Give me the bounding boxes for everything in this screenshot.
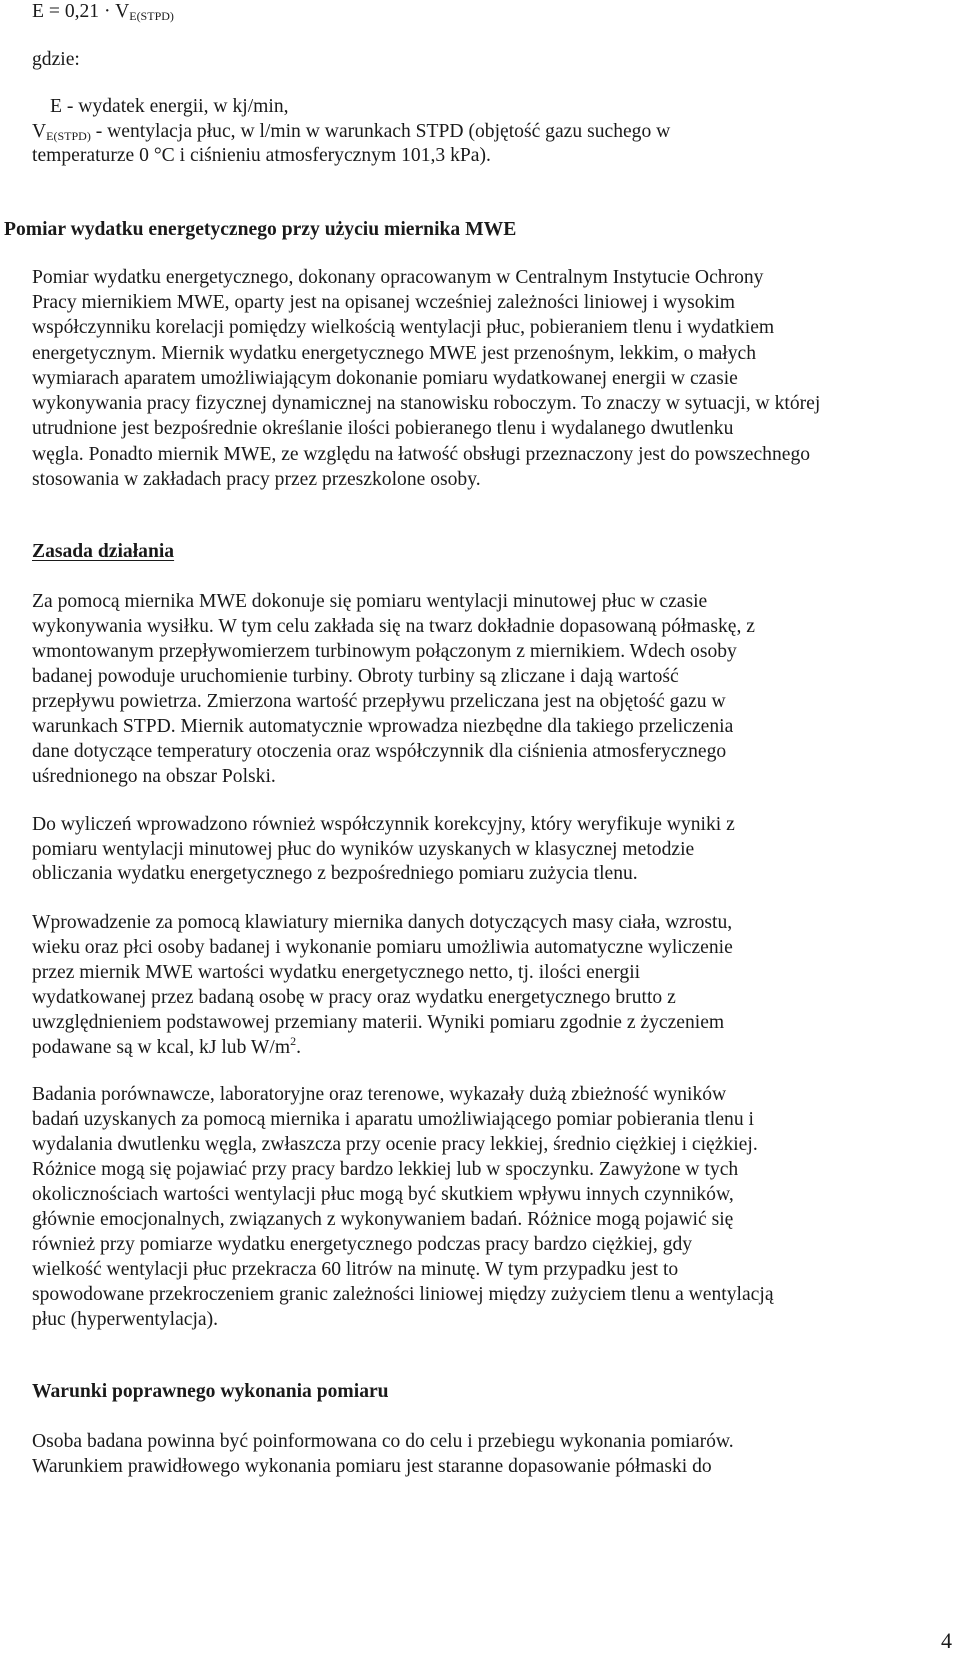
paragraph-line: Wprowadzenie za pomocą klawiatury miernika danych dotyczących masy ciała, wzrostu,	[32, 912, 733, 933]
paragraph-line: wydalania dwutlenku węgla, zwłaszcza przy ocenie pracy lekkiej, średnio ciężkiej i ciężkiej.	[32, 1134, 758, 1155]
units-superscript: 2	[290, 1034, 297, 1048]
page-number: 4	[941, 1628, 952, 1653]
paragraph-line: Za pomocą miernika MWE dokonuje się pomiaru wentylacji minutowej płuc w czasie	[32, 591, 708, 612]
paragraph-line	[32, 1036, 301, 1060]
paragraph-line: Warunkiem prawidłowego wykonania pomiaru jest staranne dopasowanie półmaski do	[32, 1456, 712, 1477]
paragraph-line: utrudnione jest bezpośrednie określanie ilości pobieranego tlenu i wydalanego dwutlenku	[32, 418, 734, 439]
paragraph-line: warunkach STPD. Miernik automatycznie wprowadza niezbędne dla takiego przeliczenia	[32, 716, 734, 737]
paragraph-line: Pomiar wydatku energetycznego, dokonany opracowanym w Centralnym Instytucie Ochrony	[32, 267, 764, 288]
paragraph-line: Do wyliczeń wprowadzono również współczynnik korekcyjny, który weryfikuje wyniki z	[32, 814, 735, 835]
paragraph-line: głównie emocjonalnych, związanych z wykonywaniem badań. Różnice mogą pojawić się	[32, 1209, 734, 1230]
paragraph-line: obliczania wydatku energetycznego z bezpośredniego pomiaru zużycia tlenu.	[32, 863, 638, 884]
paragraph-line: przepływu powietrza. Zmierzona wartość przepływu przeliczana jest na objętość gazu w	[32, 691, 726, 712]
definition-e: E - wydatek energii, w kj/min,	[50, 96, 289, 117]
paragraph-line: współczynniku korelacji pomiędzy wielkością wentylacji płuc, pobieraniem tlenu i wydatkiem	[32, 317, 775, 338]
where-label: gdzie:	[32, 49, 80, 70]
v-definition-text: - wentylacja płuc, w l/min w warunkach STPD (objętość gazu suchego w	[90, 121, 671, 142]
v-subscript: E(STPD)	[46, 129, 91, 143]
section-heading-conditions: Warunki poprawnego wykonania pomiaru	[32, 1381, 389, 1402]
paragraph-line: badań uzyskanych za pomocą miernika i aparatu umożliwiającego pomiar pobierania tlenu i	[32, 1109, 754, 1130]
paragraph-line: wykonywania wysiłku. W tym celu zakłada się na twarz dokładnie dopasowaną półmaskę, z	[32, 616, 755, 637]
paragraph-line: okolicznościach wartości wentylacji płuc mogą być skutkiem wpływu innych czynników,	[32, 1184, 734, 1205]
paragraph-line: wielkość wentylacji płuc przekracza 60 litrów na minutę. W tym przypadku jest to	[32, 1259, 679, 1280]
units-period: .	[296, 1037, 302, 1058]
paragraph-line: energetycznym. Miernik wydatku energetycznego MWE jest przenośnym, lekkim, o małych	[32, 343, 757, 364]
paragraph-line: przez miernik MWE wartości wydatku energetycznego netto, tj. ilości energii	[32, 962, 641, 983]
paragraph-line: wymiarach aparatem umożliwiającym dokonanie pomiaru wydatkowanej energii w czasie	[32, 368, 738, 389]
paragraph-line: płuc (hyperwentylacja).	[32, 1309, 219, 1330]
paragraph-line: pomiaru wentylacji minutowej płuc do wyników uzyskanych w klasycznej metodzie	[32, 839, 695, 860]
paragraph-line: stosowania w zakładach pracy przez przeszkolone osoby.	[32, 469, 481, 490]
paragraph-line: również przy pomiarze wydatku energetycznego podczas pracy bardzo ciężkiej, gdy	[32, 1234, 693, 1255]
paragraph-line: Badania porównawcze, laboratoryjne oraz terenowe, wykazały dużą zbieżność wyników	[32, 1084, 727, 1105]
paragraph-line: badanej powoduje uruchomienie turbiny. Obroty turbiny są zliczane i dają wartość	[32, 666, 679, 687]
v-symbol: V	[32, 121, 47, 142]
paragraph-line: wmontowanym przepływomierzem turbinowym połączonym z miernikiem. Wdech osoby	[32, 641, 737, 662]
paragraph-line: wydatkowanej przez badaną osobę w pracy oraz wydatku energetycznego brutto z	[32, 987, 676, 1008]
definition-v	[32, 120, 670, 144]
paragraph-line: Różnice mogą się pojawiać przy pracy bardzo lekkiej lub w spoczynku. Zawyżone w tych	[32, 1159, 739, 1180]
section-heading-principle: Zasada działania	[32, 541, 175, 562]
paragraph-line: dane dotyczące temperatury otoczenia oraz współczynnik dla ciśnienia atmosferycznego	[32, 741, 727, 762]
paragraph-line: wieku oraz płci osoby badanej i wykonanie pomiaru umożliwia automatyczne wyliczenie	[32, 937, 733, 958]
section-heading-mwe: Pomiar wydatku energetycznego przy użyciu miernika MWE	[4, 219, 517, 240]
paragraph-line: Osoba badana powinna być poinformowana co do celu i przebiegu wykonania pomiarów.	[32, 1431, 734, 1452]
formula-lhs: E = 0,21 · V	[32, 1, 130, 22]
paragraph-line: węgla. Ponadto miernik MWE, ze względu na łatwość obsługi przeznaczony jest do powszechnego	[32, 444, 811, 465]
paragraph-line: uwzględnieniem podstawowej przemiany materii. Wyniki pomiaru zgodnie z życzeniem	[32, 1012, 725, 1033]
paragraph-line: Pracy miernikiem MWE, oparty jest na opisanej wcześniej zależności liniowej i wysokim	[32, 292, 736, 313]
paragraph-line: wykonywania pracy fizycznej dynamicznej na stanowisku roboczym. To znaczy w sytuacji, w której	[32, 393, 821, 414]
paragraph-line: uśrednionego na obszar Polski.	[32, 766, 276, 787]
units-text: podawane są w kcal, kJ lub W/m	[32, 1037, 291, 1058]
formula-subscript: E(STPD)	[129, 9, 174, 23]
paragraph-line: spowodowane przekroczeniem granic zależności liniowej między zużyciem tlenu a wentylacją	[32, 1284, 774, 1305]
energy-formula	[32, 0, 174, 24]
definition-v-line2: temperaturze 0 °C i ciśnieniu atmosferycznym 101,3 kPa).	[32, 145, 491, 166]
